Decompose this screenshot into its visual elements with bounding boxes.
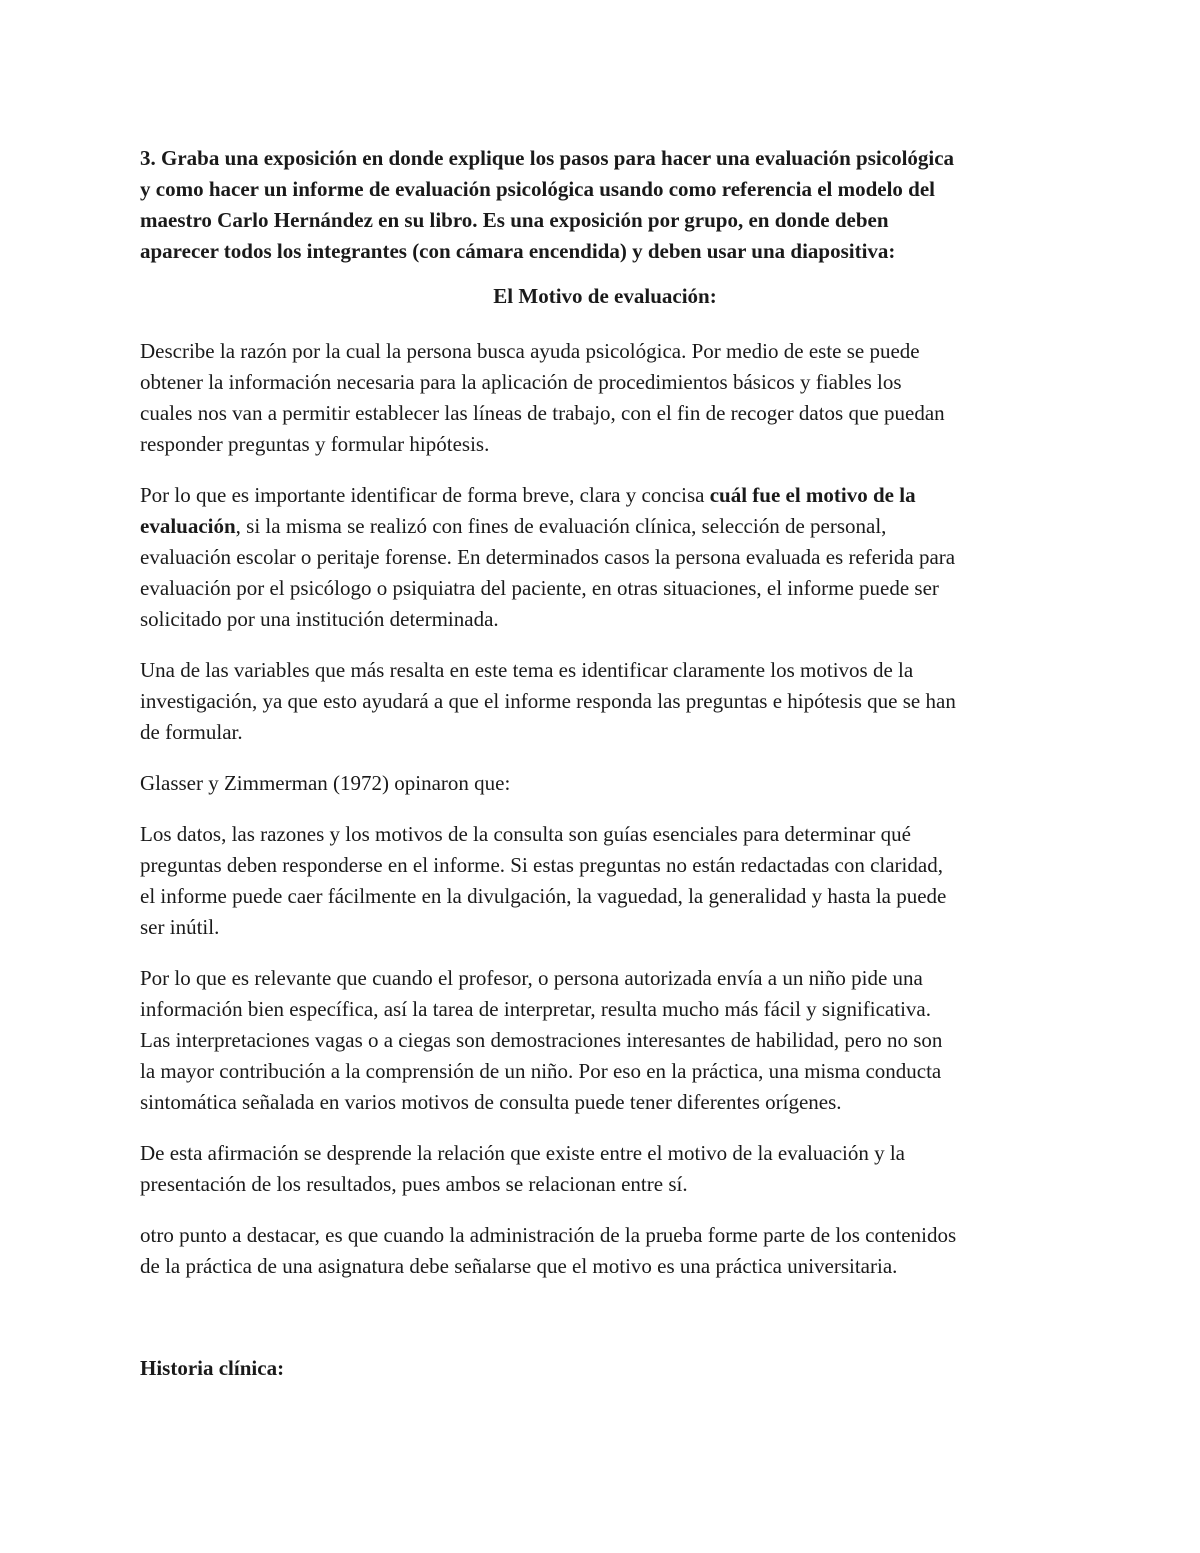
paragraph <box>140 1220 1070 1282</box>
text-line: presentación de los resultados, pues ambos se relacionan entre sí. <box>140 1172 688 1196</box>
text-line: cuales nos van a permitir establecer las líneas de trabajo, con el fin de recoger datos que puedan <box>140 401 945 425</box>
text-line: evaluación escolar o peritaje forense. En determinados casos la persona evaluada es referida para <box>140 545 956 569</box>
text-line: la mayor contribución a la comprensión de un niño. Por eso en la práctica, una misma conducta <box>140 1059 942 1083</box>
paragraph <box>140 963 1070 1118</box>
text-line: aparecer todos los integrantes (con cámara encendida) y deben usar una diapositiva: <box>140 239 896 263</box>
text-line: Describe la razón por la cual la persona busca ayuda psicológica. Por medio de este se puede <box>140 339 920 363</box>
paragraph <box>140 655 1070 748</box>
text-line: Las interpretaciones vagas o a ciegas son demostraciones interesantes de habilidad, pero no son <box>140 1028 943 1052</box>
next-section-heading: Historia clínica: <box>140 1356 285 1380</box>
paragraph <box>140 336 1070 460</box>
text-line <box>140 511 1070 542</box>
text-line: solicitado por una institución determinada. <box>140 607 499 631</box>
text-line: investigación, ya que esto ayudará a que el informe responda las preguntas e hipótesis que se han <box>140 689 956 713</box>
text-run: , si la misma se realizó con fines de evaluación clínica, selección de personal, <box>235 514 887 538</box>
text-line: Por lo que es relevante que cuando el profesor, o persona autorizada envía a un niño pide una <box>140 966 923 990</box>
text-line: De esta afirmación se desprende la relación que existe entre el motivo de la evaluación y la <box>140 1141 906 1165</box>
paragraph <box>140 1138 1070 1200</box>
text-line: obtener la información necesaria para la aplicación de procedimientos básicos y fiables los <box>140 370 902 394</box>
paragraph <box>140 819 1070 943</box>
text-line: información bien específica, así la tarea de interpretar, resulta mucho más fácil y significativa. <box>140 997 931 1021</box>
paragraph <box>140 480 1070 635</box>
bold-text: evaluación <box>140 514 236 538</box>
assignment-heading <box>140 143 1070 267</box>
text-line: evaluación por el psicólogo o psiquiatra del paciente, en otras situaciones, el informe puede ser <box>140 576 939 600</box>
text-line: 3. Graba una exposición en donde explique los pasos para hacer una evaluación psicológica <box>140 146 955 170</box>
text-line: de la práctica de una asignatura debe señalarse que el motivo es una práctica universitaria. <box>140 1254 898 1278</box>
paragraph <box>140 768 1070 799</box>
text-line: Los datos, las razones y los motivos de la consulta son guías esenciales para determinar qué <box>140 822 911 846</box>
text-line: Una de las variables que más resalta en este tema es identificar claramente los motivos de la <box>140 658 914 682</box>
text-line: otro punto a destacar, es que cuando la administración de la prueba forme parte de los contenidos <box>140 1223 957 1247</box>
text-line: de formular. <box>140 720 243 744</box>
text-run: Por lo que es importante identificar de forma breve, clara y concisa <box>140 483 710 507</box>
text-line: sintomática señalada en varios motivos de consulta puede tener diferentes orígenes. <box>140 1090 842 1114</box>
text-line: responder preguntas y formular hipótesis. <box>140 432 490 456</box>
document-page <box>140 143 1070 1404</box>
text-line: y como hacer un informe de evaluación psicológica usando como referencia el modelo del <box>140 177 936 201</box>
text-line: maestro Carlo Hernández en su libro. Es una exposición por grupo, en donde deben <box>140 208 889 232</box>
text-line: Glasser y Zimmerman (1972) opinaron que: <box>140 771 511 795</box>
text-line: preguntas deben responderse en el informe. Si estas preguntas no están redactadas con claridad, <box>140 853 943 877</box>
text-line <box>140 480 1070 511</box>
section-title: El Motivo de evaluación: <box>493 284 717 308</box>
text-line: ser inútil. <box>140 915 220 939</box>
text-line: el informe puede caer fácilmente en la divulgación, la vaguedad, la generalidad y hasta la puede <box>140 884 947 908</box>
bold-text: cuál fue el motivo de la <box>709 483 916 507</box>
